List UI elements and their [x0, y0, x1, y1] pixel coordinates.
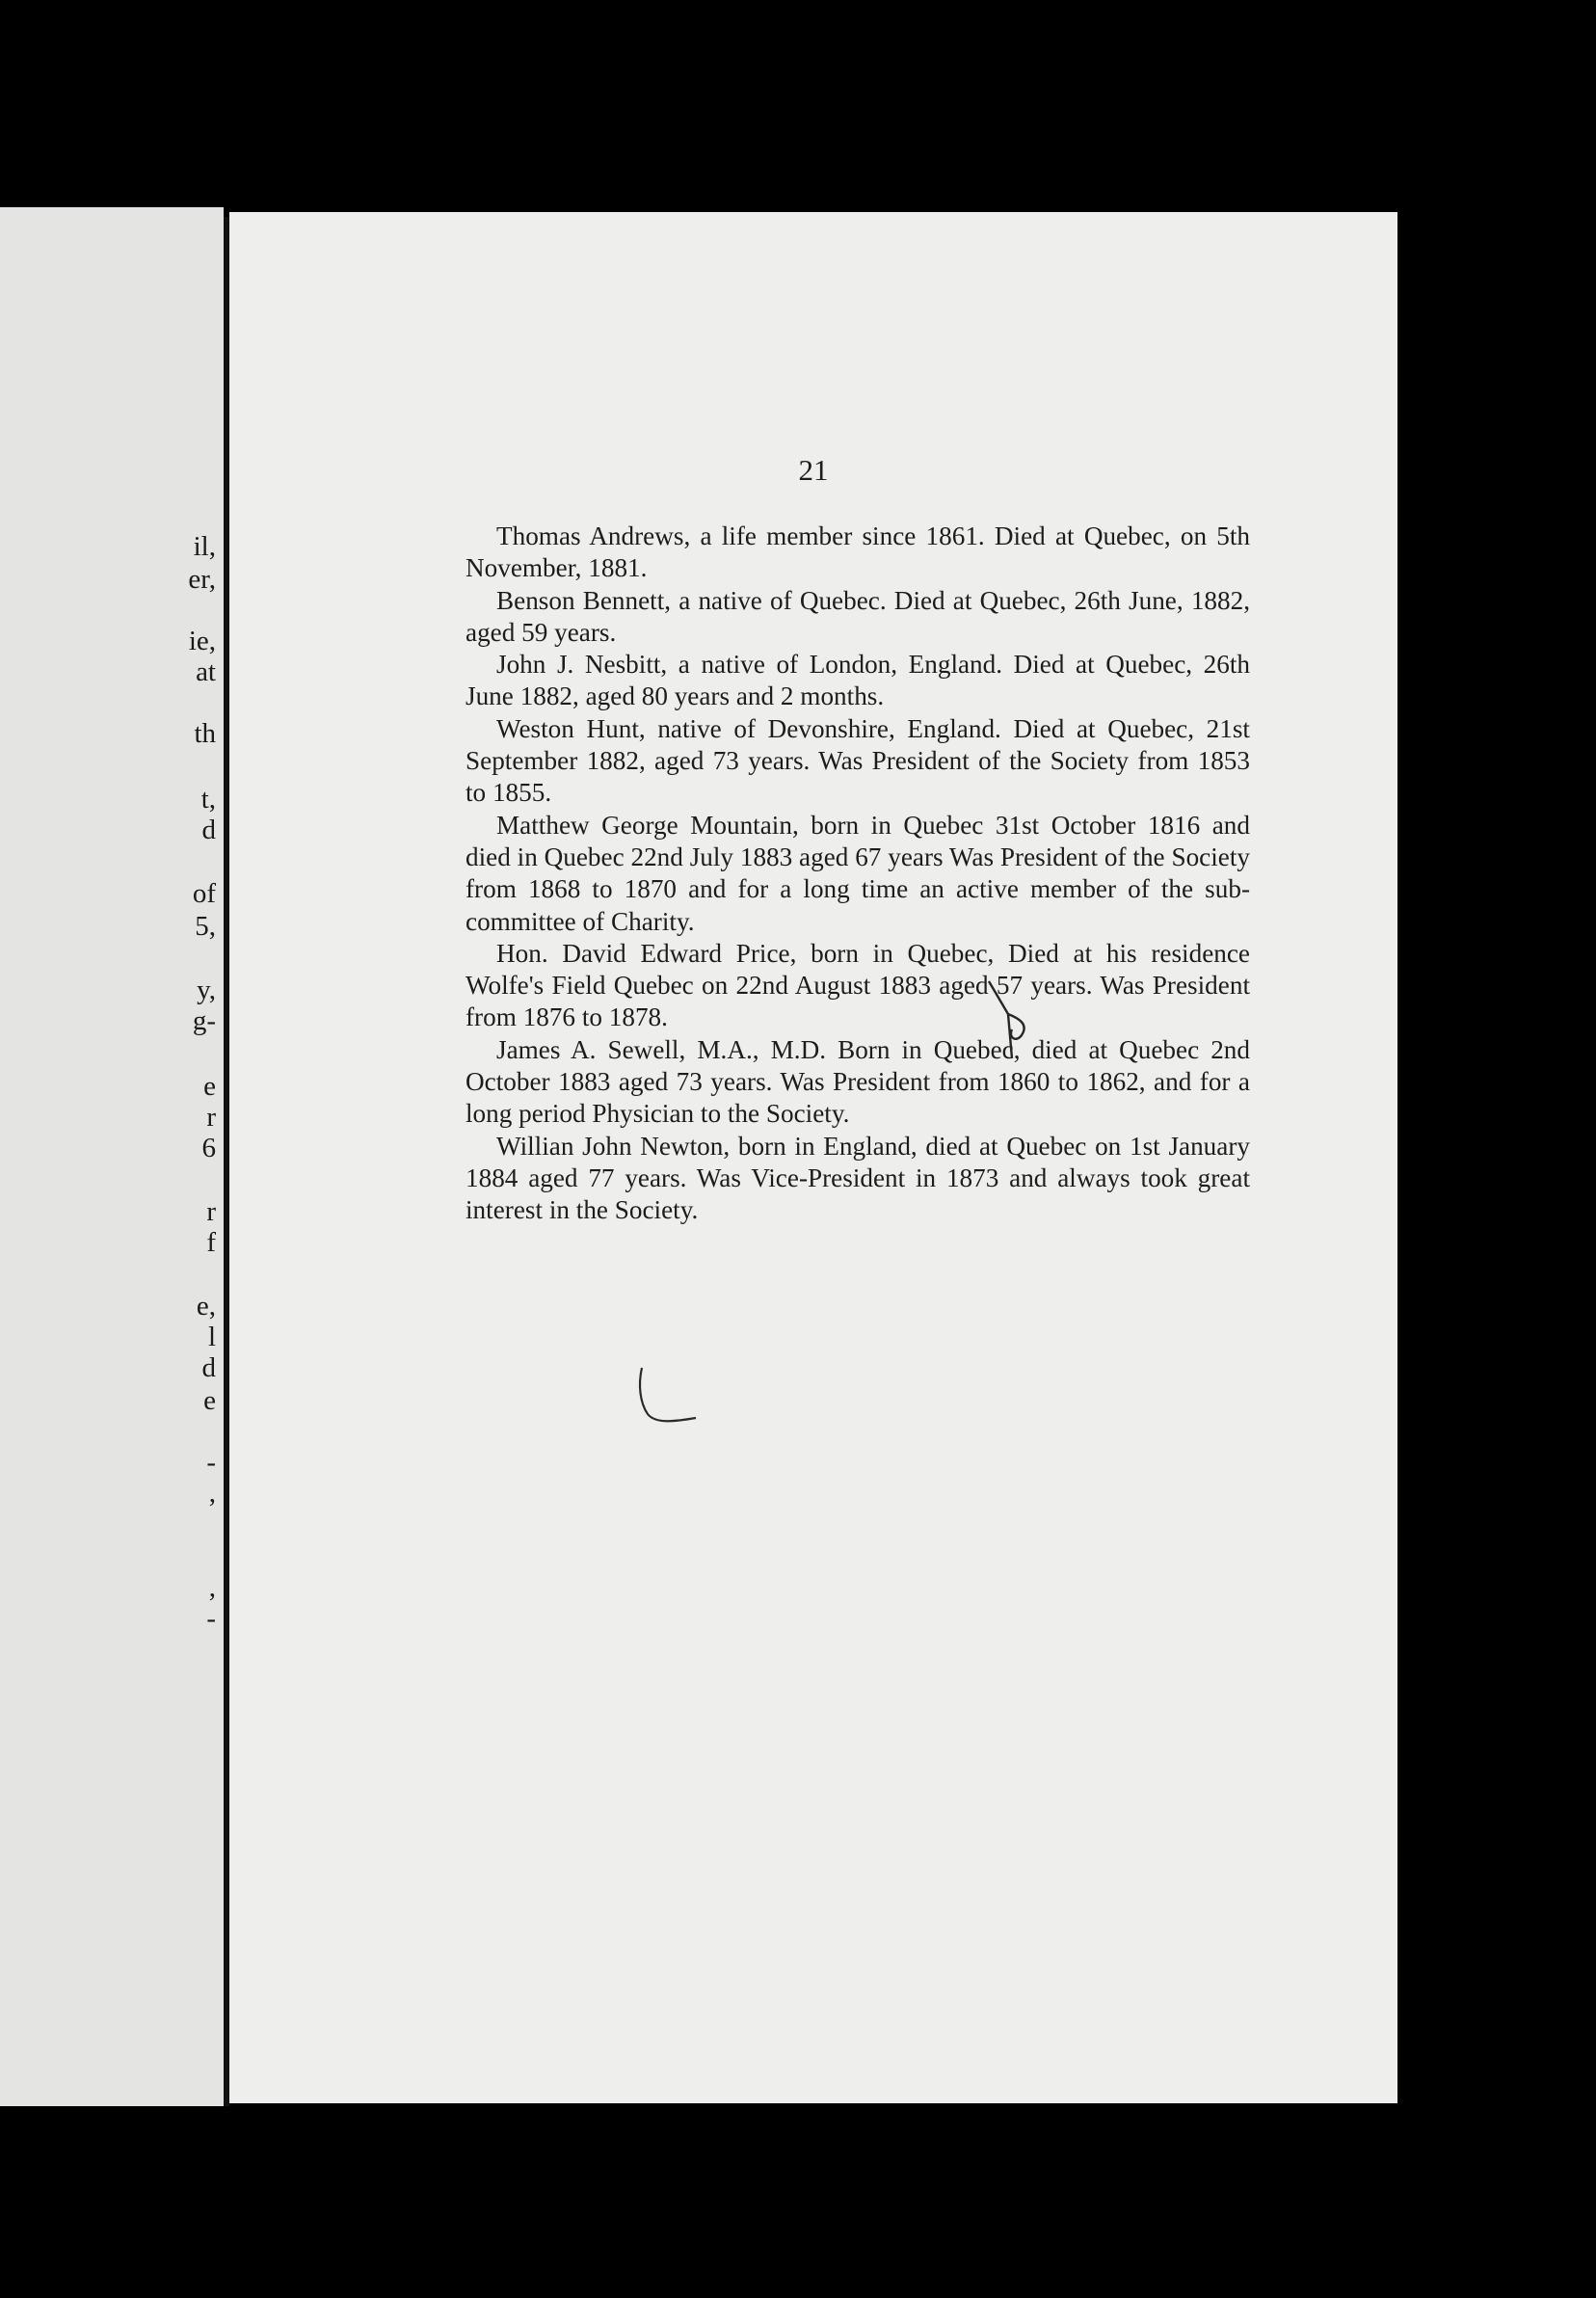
fragment: t,	[200, 784, 216, 815]
fragment: -	[206, 1603, 216, 1634]
pen-mark-scribble	[634, 1364, 721, 1431]
previous-page-text-fragments	[0, 207, 224, 2106]
fragment: f	[206, 1227, 216, 1258]
fragment: il,	[193, 531, 216, 562]
fragment: r	[206, 1196, 216, 1227]
obituary-entry: Hon. David Edward Price, born in Quebec, Died at his residence Wolfe's Field Quebec on 22nd August 1883 aged 57 years. Was President from 1876 to 1878.	[466, 938, 1250, 1032]
fragment: ,	[208, 1478, 216, 1509]
fragment: r	[206, 1102, 216, 1133]
fragment: d	[201, 1352, 216, 1383]
obituary-entry: Weston Hunt, native of Devonshire, England. Died at Quebec, 21st September 1882, aged 73 years. Was President of the Society from 1853 to 1855.	[466, 713, 1250, 808]
obituary-entry: John J. Nesbitt, a native of London, England. Died at Quebec, 26th June 1882, aged 80 years and 2 months.	[466, 650, 1250, 711]
document-page	[229, 212, 1397, 2103]
fragment: e	[203, 1385, 216, 1416]
fragment: th	[194, 718, 216, 749]
fragment: e,	[196, 1291, 216, 1322]
fragment: l	[207, 1322, 216, 1352]
fragment: ie,	[188, 626, 216, 656]
fragment: d	[201, 815, 216, 845]
obituary-entry: Willian John Newton, born in England, died at Quebec on 1st January 1884 aged 77 years. Was Vice-President in 1873 and always took great interest in the Society.	[466, 1131, 1250, 1225]
previous-page-edge	[0, 207, 224, 2106]
page-number: 21	[798, 453, 829, 487]
obituary-entry: James A. Sewell, M.A., M.D. Born in Quebec, died at Quebec 2nd October 1883 aged 73 years. Was President from 1860 to 1862, and for a long period Physician to the Society.	[466, 1034, 1250, 1129]
obituary-list	[466, 521, 1250, 1227]
fragment: g-	[192, 1005, 216, 1036]
fragment: y,	[197, 975, 216, 1005]
fragment: 6	[201, 1133, 216, 1163]
obituary-entry: Benson Bennett, a native of Quebec. Died at Quebec, 26th June, 1882, aged 59 years.	[466, 585, 1250, 647]
obituary-entry: Thomas Andrews, a life member since 1861. Died at Quebec, on 5th November, 1881.	[466, 521, 1250, 583]
fragment: -	[206, 1447, 216, 1478]
fragment: er,	[188, 564, 216, 595]
fragment: e	[203, 1071, 216, 1102]
ink-blot-mark	[979, 975, 1047, 1062]
fragment: 5,	[195, 911, 216, 942]
fragment: ,	[208, 1572, 216, 1603]
obituary-entry: Matthew George Mountain, born in Quebec 31st October 1816 and died in Quebec 22nd July 1883 aged 67 years Was President of the Society from 1868 to 1870 and for a long time an active member of the sub-committee of Charity.	[466, 810, 1250, 936]
fragment: at	[196, 656, 216, 687]
fragment: of	[192, 878, 216, 909]
